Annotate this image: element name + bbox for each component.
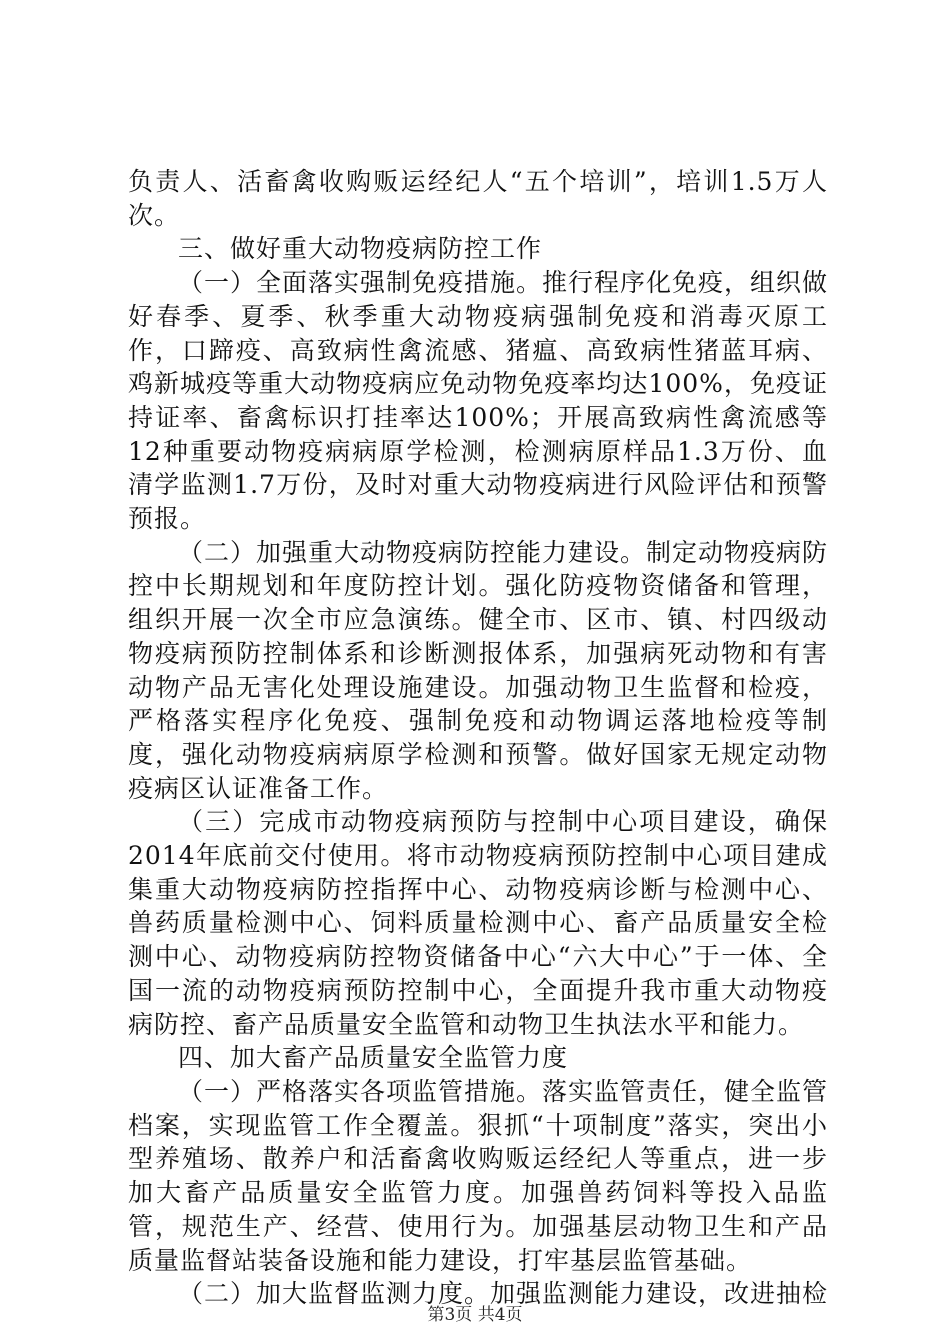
paragraph-4-2: （二）加大监督监测力度。加强监测能力建设，改进抽检: [178, 1279, 829, 1309]
section-heading-4: 四、加大畜产品质量安全监管力度: [178, 1043, 569, 1073]
paragraph-3-3: （三）完成市动物疫病预防与控制中心项目建设，确保2014年底前交付使用。将市动物疫病预防控制中心项目建成集重大动物疫病防控指挥中心、动物疫病诊断与检测中心、兽药质量检测中心、饲料质量检测中心、畜产品质量安全检测中心、动物疫病防控物资储备中心“六大中心”于一体、全国一流的动物疫病预防控制中心，全面提升我市重大动物疫病防控、畜产品质量安全监管和动物卫生执法水平和能力。: [128, 807, 828, 1039]
continuation-paragraph: 负责人、活畜禽收购贩运经纪人“五个培训”，培训1.5万人次。: [128, 167, 828, 230]
paragraph-4-1: （一）严格落实各项监管措施。落实监管责任，健全监管档案，实现监管工作全覆盖。狠抓“十项制度”落实，突出小型养殖场、散养户和活畜禽收购贩运经纪人等重点，进一步加大畜产品质量安全监管力度。加强兽药饲料等投入品监管，规范生产、经营、使用行为。加强基层动物卫生和产品质量监督站装备设施和能力建设，打牢基层监管基础。: [128, 1076, 829, 1275]
page-number-footer: 第3页 共4页: [427, 1305, 523, 1325]
paragraph-3-2: （二）加强重大动物疫病防控能力建设。制定动物疫病防控中长期规划和年度防控计划。强化防疫物资储备和管理，组织开展一次全市应急演练。健全市、区市、镇、村四级动物疫病预防控制体系和诊断测报体系，加强病死动物和有害动物产品无害化处理设施建设。加强动物卫生监督和检疫，严格落实程序化免疫、强制免疫和动物调运落地检疫等制度，强化动物疫病病原学检测和预警。做好国家无规定动物疫病区认证准备工作。: [128, 537, 829, 803]
document-body: [128, 165, 828, 1311]
paragraph-3-1: （一）全面落实强制免疫措施。推行程序化免疫，组织做好春季、夏季、秋季重大动物疫病强制免疫和消毒灭原工作，口蹄疫、高致病性禽流感、猪瘟、高致病性猪蓝耳病、鸡新城疫等重大动物疫病应免动物免疫率均达100%，免疫证持证率、畜禽标识打挂率达100%；开展高致病性禽流感等12种重要动物疫病病原学检测，检测病原样品1.3万份、血清学监测1.7万份，及时对重大动物疫病进行风险评估和预警预报。: [128, 268, 829, 534]
section-heading-3: 三、做好重大动物疫病防控工作: [178, 234, 543, 264]
